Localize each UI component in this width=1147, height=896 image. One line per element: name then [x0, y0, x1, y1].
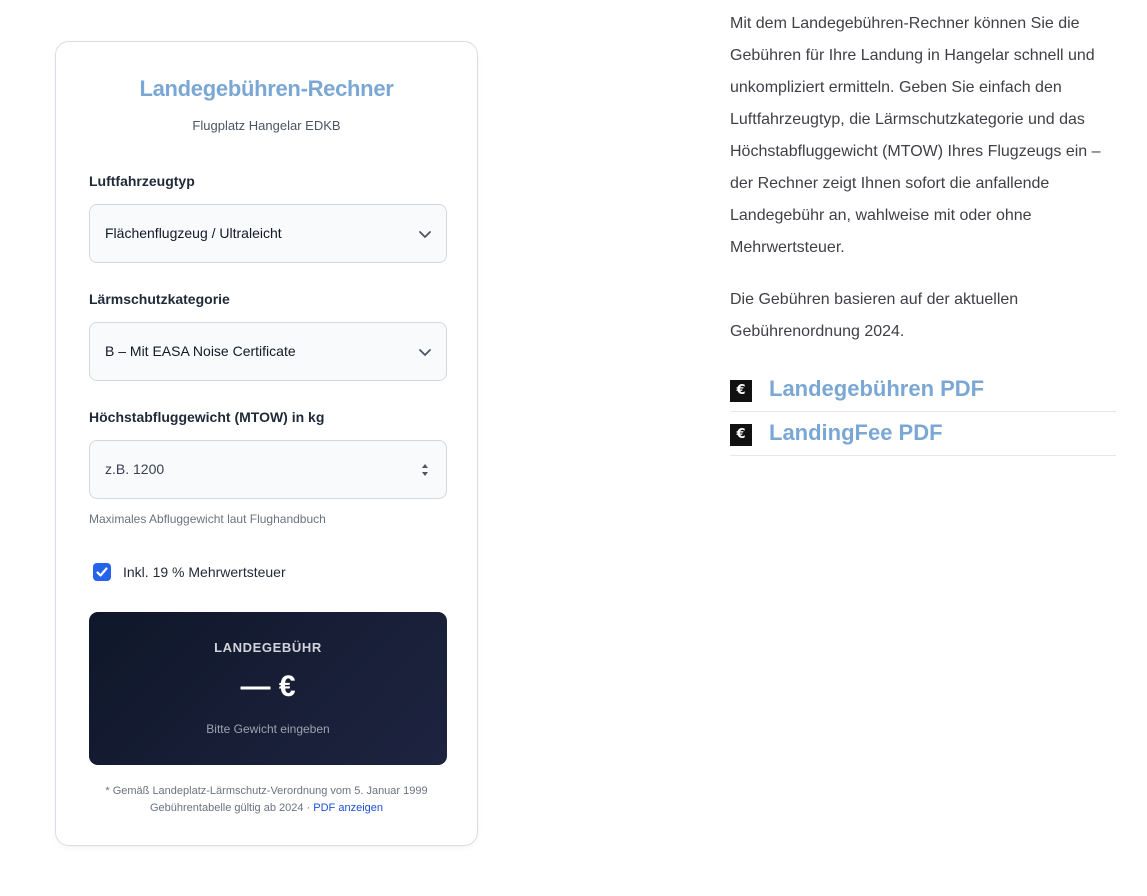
footnote-validity-text: Gebührentabelle gültig ab 2024 · — [149, 802, 314, 814]
footnote — [56, 783, 477, 817]
footnote-regulation: * Gemäß Landeplatz-Lärmschutz-Verordnung vom 5. Januar 1999 — [105, 785, 428, 797]
mtow-label: Höchstabfluggewicht (MTOW) in kg — [89, 409, 325, 425]
euro-icon: € — [730, 380, 752, 402]
aircraft-type-value: Flächenflugzeug / Ultraleicht — [105, 225, 282, 241]
landing-fees-pdf-link[interactable] — [730, 368, 1116, 412]
footnote-validity — [56, 800, 477, 817]
noise-category-select[interactable] — [89, 322, 447, 381]
noise-category-value: B – Mit EASA Noise Certificate — [105, 343, 296, 359]
stepper-arrows-icon[interactable] — [419, 460, 431, 480]
result-label: LANDEGEBÜHR — [214, 640, 322, 655]
basis-paragraph: Die Gebühren basieren auf der aktuellen Gebührenordnung 2024. — [730, 291, 1019, 340]
landingfee-pdf-label[interactable]: LandingFee PDF — [769, 420, 943, 445]
result-panel — [89, 612, 447, 765]
mtow-hint: Maximales Abfluggewicht laut Flughandbuch — [89, 512, 326, 526]
intro-paragraph: Mit dem Landegebühren-Rechner können Sie die Gebühren für Ihre Landung in Hangelar schnell und unkompliziert ermitteln. Geben Sie einfach den Luftfahrzeugtyp, die Lärmschutzkategorie und das Höchstabfluggewicht (MTOW) Ihres Flugzeugs ein – der Rechner zeigt Ihnen sofort die anfallende Landegebühr an, wahlweise mit oder ohne Mehrwertsteuer. — [730, 15, 1101, 256]
vat-checkbox[interactable] — [93, 563, 111, 581]
aircraft-type-select[interactable] — [89, 204, 447, 263]
chevron-down-icon — [418, 345, 432, 359]
vat-checkbox-label[interactable]: Inkl. 19 % Mehrwertsteuer — [123, 564, 286, 580]
noise-category-label: Lärmschutzkategorie — [89, 291, 230, 307]
chevron-down-icon — [418, 227, 432, 241]
aircraft-type-label: Luftfahrzeugtyp — [89, 173, 195, 189]
landing-fees-pdf-label[interactable]: Landegebühren PDF — [769, 376, 985, 401]
checkmark-icon — [95, 565, 109, 579]
calculator-subtitle: Flugplatz Hangelar EDKB — [192, 118, 341, 133]
mtow-input[interactable] — [89, 440, 447, 499]
show-pdf-link[interactable]: PDF anzeigen — [313, 802, 383, 814]
landingfee-pdf-link[interactable] — [730, 412, 1116, 456]
calculator-title: Landegebühren-Rechner — [139, 76, 394, 101]
mtow-placeholder: z.B. 1200 — [105, 461, 165, 477]
result-value: — € — [240, 670, 296, 703]
fee-calculator-card — [55, 41, 478, 846]
euro-icon: € — [730, 424, 752, 446]
result-note: Bitte Gewicht eingeben — [206, 722, 330, 736]
